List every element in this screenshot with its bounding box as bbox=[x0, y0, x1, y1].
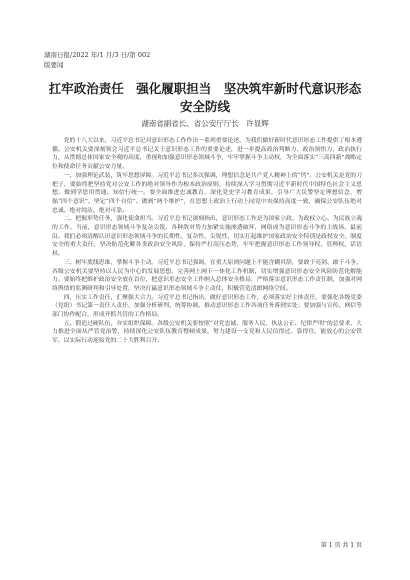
paragraph: 四、压实工作责任，汇聚强大合力。习近平总书记指出，做好意识形态工作，必须落实好主体责任。要强化各级党委（党组）书记第一责任人责任，加强分析研判、统筹协调，推动意识形态工作各项任务落到实处；要加强与宣传、网信等部门协作配合，形成齐抓共管的工作格局。 bbox=[52, 294, 362, 319]
paragraph: 二、把握形势任务，强化使命担当。习近平总书记深刻指出，意识形态工作是为国家立政、为政权立心、为民族立魂的工作。当前，意识形态领域斗争复杂尖锐，各种敌对势力加紧实施渗透破坏，网络成为意识形态斗争的主战场、最前沿。我们必须清醒认识意识形态领域斗争的长期性、复杂性、尖锐性，切实扛起维护国家政治安全特别是政权安全、制度安全的重大责任，坚决防范化解各类政治安全风险，保持严打高压态势，牢牢把握意识形态工作领导权、管理权、话语权。 bbox=[52, 216, 362, 258]
article-body bbox=[52, 137, 362, 346]
section-line: 版要闻 bbox=[44, 61, 64, 69]
paragraph: 一、加强理论武装，筑牢思想屏障。习近平总书记多次强调，理想信念是共产党人精神上的“钙”。公安机关是党的刀把子，要始终把坚持党对公安工作的绝对领导作为根本政治原则，持续深入学习贯彻习近平新时代中国特色社会主义思想，做到学思用贯通、知信行统一。要全面推进忠诚教育，深化党史学习教育成果，引导广大民警坚定理想信念，增强“四个意识”、坚定“四个自信”、做到“两个维护”，在思想上政治上行动上同党中央保持高度一致，确保公安队伍绝对忠诚、绝对纯洁、绝对可靠。 bbox=[52, 172, 362, 214]
article-title: 扛牢政治责任 强化履职担当 坚决筑牢新时代意识形态安全防线 bbox=[48, 81, 362, 114]
paragraph: 三、树牢底线思维，掌握斗争主动。习近平总书记强调，在重大原则问题上不能含糊其辞，要敢于亮剑、敢于斗争。各级公安机关要坚持以人民为中心的发展思想，完善网上网下一体化工作机制，切实增强意识形态安全风险防范化解能力。要始终把维护政治安全放在首位，把意识形态安全工作纳入总体安全格局，严格落实意识形态工作责任制，加强对网络舆情的监测研判和引导处置，坚决打赢意识形态领域斗争主动仗，积极营造清朗网络空间。 bbox=[52, 259, 362, 292]
paragraph: 五、锻造过硬队伍，夯实组织保障。各级公安机关要按照“对党忠诚、服务人民、执法公正、纪律严明”的总要求，大力推进全面从严管党治警，持续深化公安队伍教育整顿成果，努力建设一支党和人民信得过、靠得住、能放心的公安铁军，以实际行动迎接党的二十大胜利召开。 bbox=[52, 320, 362, 345]
document-meta bbox=[44, 50, 150, 70]
article-byline: 湖南省副省长、省公安厅厅长 许显辉 bbox=[141, 119, 269, 128]
paragraph: 党的十八大以来，习近平总书记对意识形态工作作出一系列重要论述，为我们做好新时代意识形态工作提供了根本遵循。公安机关要深刻领会习近平总书记关于意识形态工作的重要论述，进一步提高政治判断力、政治领悟力、政治执行力，从贯彻总体国家安全观的高度，重视和加强意识形态领域斗争，牢牢掌握斗争主动权，为全面落实“三高四新”战略定位和使命任务贡献公安力量。 bbox=[52, 138, 362, 171]
page-number: 第 1 页 共 1 页 bbox=[320, 542, 362, 549]
source-line: 湖南日报/2022 年/1 月/3 日/第 002 bbox=[44, 51, 151, 59]
